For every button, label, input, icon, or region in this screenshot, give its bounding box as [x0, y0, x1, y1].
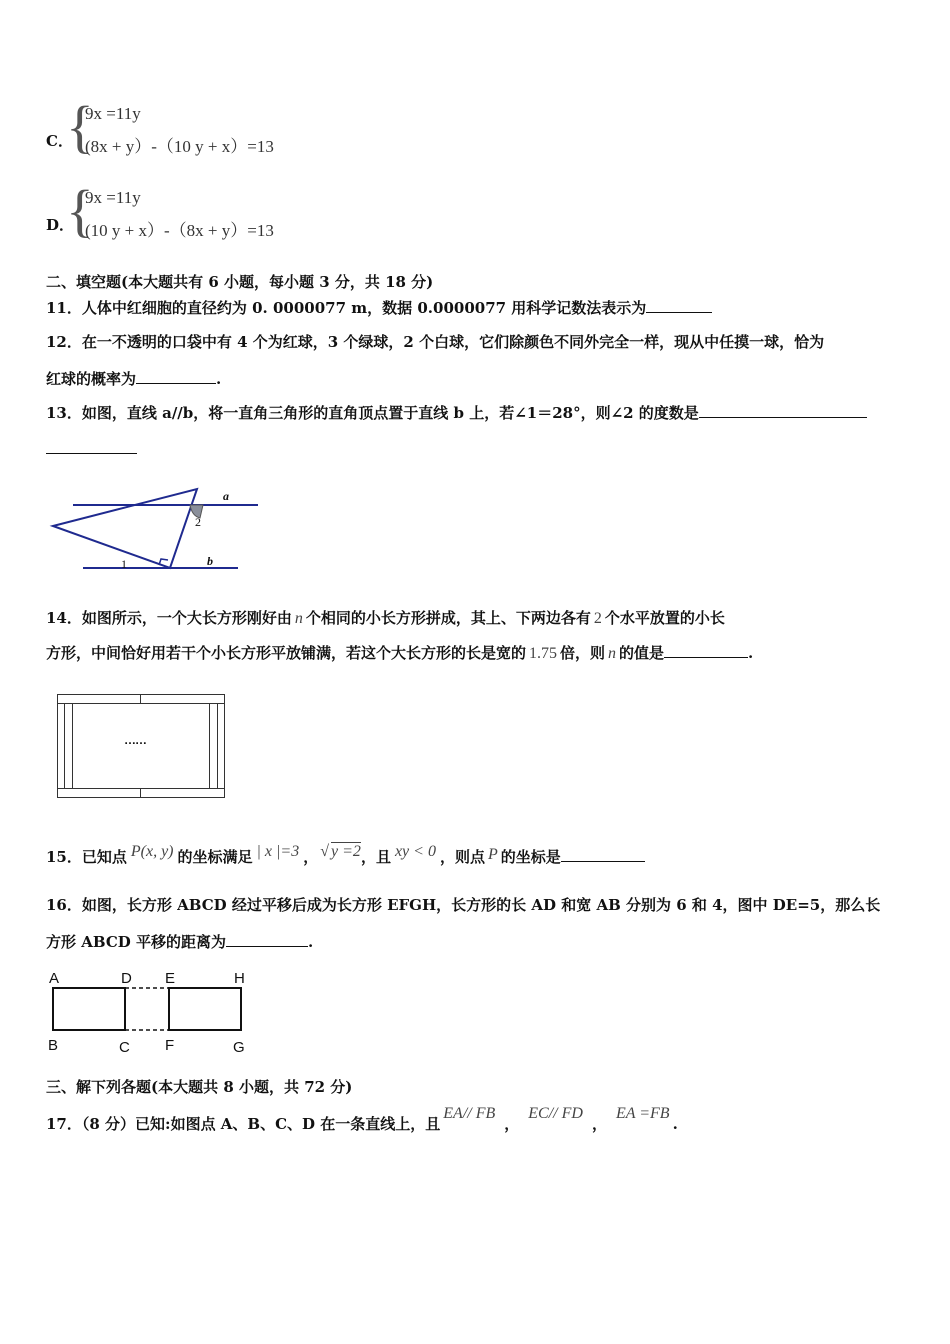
q14-figure [57, 694, 225, 798]
label-G: G [233, 1039, 245, 1056]
label-b: b [207, 554, 213, 568]
top-divider [140, 695, 141, 703]
q14-l1a: 14．如图所示，一个大长方形刚好由 [46, 609, 292, 627]
q15-d: ，则点 [439, 848, 485, 866]
option-c-eq1: 9x =11y [85, 104, 141, 123]
label-2: 2 [195, 515, 201, 529]
label-C: C [119, 1039, 130, 1056]
rect-abcd [53, 988, 125, 1030]
label-H: H [234, 970, 245, 987]
option-c-label: C． [46, 132, 73, 150]
right-strip-2 [209, 703, 210, 789]
option-d-eq2: (10 y + x）-（8x + y）=13 [85, 221, 274, 240]
q14-answer-blank[interactable] [664, 643, 748, 658]
q11-answer-blank[interactable] [646, 298, 712, 313]
q14-n2: n [608, 645, 617, 662]
q16-answer-blank[interactable] [226, 932, 308, 947]
q15-a: 15．已知点 [46, 848, 127, 866]
sqrt-icon: √ [320, 843, 330, 860]
question-16-line2 [46, 931, 313, 952]
question-11 [46, 297, 712, 318]
q15-sqrt: y =2 [331, 843, 361, 860]
q15-abs: | x |=3 [256, 843, 300, 860]
q15-b: 的坐标满足 [177, 848, 253, 866]
q16-line2: 方形 ABCD 平移的距离为 [46, 933, 226, 951]
q16-figure [44, 966, 254, 1058]
q14-l1b: 个相同的小长方形拼成，其上、下两边各有 [305, 609, 591, 627]
q13-answer-blank-cont [46, 453, 137, 454]
bottom-inner-line [58, 788, 224, 789]
question-17 [46, 1105, 678, 1134]
q14-n: n [294, 610, 303, 627]
q17-end: . [672, 1115, 678, 1133]
q16-end: . [308, 933, 314, 951]
question-12-line2 [46, 368, 221, 389]
q12-end: . [216, 370, 222, 388]
q15-c: ，且 [360, 848, 391, 866]
q15-xy: xy < 0 [394, 843, 436, 860]
q12-line1: 12．在一不透明的口袋中有 4 个为红球，3 个绿球，2 个白球，它们除颜色不同外完全一样，现从中任摸一球，恰为 [46, 333, 825, 351]
q15-p2: P [487, 846, 498, 863]
option-d-label: D． [46, 216, 75, 234]
q17-m1: EA// FB [443, 1105, 496, 1122]
label-D: D [121, 970, 132, 987]
left-strip-1 [64, 703, 65, 789]
option-c-eq2: (8x + y）-（10 y + x）=13 [85, 137, 274, 156]
q17-s1: ， [504, 1115, 520, 1133]
left-strip-2 [72, 703, 73, 789]
q15-comma1: ， [303, 848, 319, 866]
rect-efgh [169, 988, 241, 1030]
q16-line1: 16．如图，长方形 ABCD 经过平移后成为长方形 EFGH，长方形的长 AD 和宽 AB 分别为 6 和 4，图中 DE=5，那么长 [46, 896, 881, 914]
label-a: a [223, 489, 229, 503]
q17-m2: EC// FD [528, 1105, 583, 1122]
q17-s2: ， [591, 1115, 607, 1133]
section2-heading: 二、填空题(本大题共有 6 小题，每小题 3 分，共 18 分) [46, 273, 434, 291]
label-B: B [48, 1037, 59, 1054]
q15-e: 的坐标是 [500, 848, 561, 866]
q14-l1c: 个水平放置的小长 [604, 609, 725, 627]
q12-answer-blank[interactable] [136, 369, 216, 384]
label-A: A [49, 970, 60, 987]
q13-text: 13．如图，直线 a//b，将一直角三角形的直角顶点置于直线 b 上，若∠1＝28°，则∠2 的度数是 [46, 404, 699, 422]
q14-dots: …… [124, 733, 146, 747]
q13-figure [40, 480, 280, 580]
bottom-divider [140, 789, 141, 797]
option-d-eq1: 9x =11y [85, 188, 141, 207]
q12-line2: 红球的概率为 [46, 370, 137, 388]
label-F: F [165, 1037, 175, 1054]
q17-m3: EA =FB [615, 1105, 670, 1122]
question-14-line2 [46, 642, 753, 663]
label-1: 1 [121, 557, 127, 571]
q11-text: 11．人体中红细胞的直径约为 0. 0000077 m，数据 0.0000077 用科学记数法表示为 [46, 299, 647, 317]
question-14-line1 [46, 607, 725, 628]
q15-p: P(x, y) [130, 843, 174, 860]
q15-answer-blank[interactable] [561, 847, 645, 862]
option-c-brace: { [66, 94, 94, 159]
q14-l2a: 方形，中间恰好用若干个小长方形平放铺满，若这个大长方形的长是宽的 [46, 644, 527, 662]
section3-heading: 三、解下列各题(本大题共 8 小题，共 72 分) [46, 1078, 353, 1096]
option-d-brace: { [66, 178, 94, 243]
q14-end: . [748, 644, 754, 662]
top-inner-line [58, 703, 224, 704]
question-15 [46, 843, 645, 867]
question-13 [46, 402, 867, 423]
q14-ratio: 1.75 [529, 645, 558, 662]
q14-two: 2 [593, 610, 602, 627]
q17-a: 17．（8 分）已知:如图点 A、B、C、D 在一条直线上，且 [46, 1115, 441, 1133]
q14-l2b: 倍，则 [560, 644, 606, 662]
q14-l2c: 的值是 [619, 644, 665, 662]
q13-answer-blank[interactable] [699, 403, 867, 418]
label-E: E [165, 970, 176, 987]
right-strip-1 [217, 703, 218, 789]
